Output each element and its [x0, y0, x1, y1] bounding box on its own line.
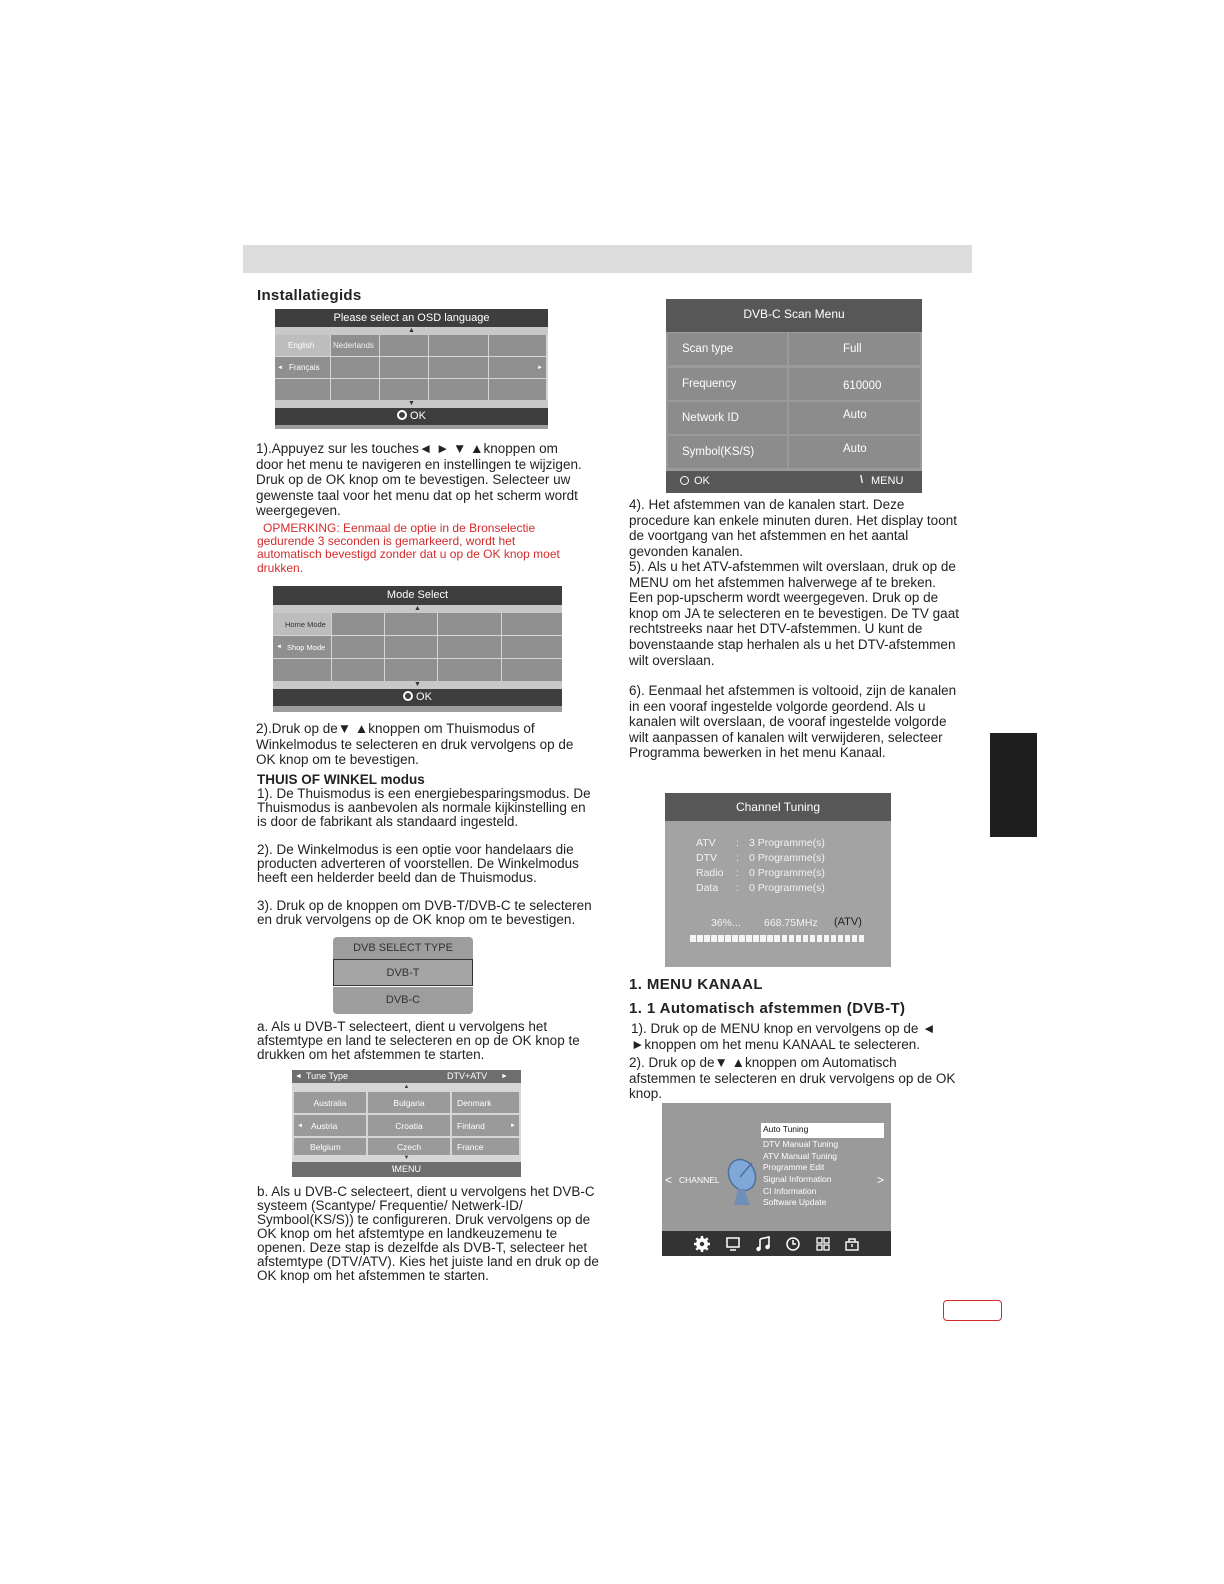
osd-language-panel	[275, 309, 548, 429]
mode-select-panel	[273, 586, 562, 712]
menu-label: MENU	[394, 1164, 421, 1174]
frequency-value: 610000	[789, 368, 920, 400]
network-id-value: Auto	[789, 402, 920, 434]
progress-segment	[739, 935, 745, 942]
tuning-percent: 36%...	[711, 917, 741, 929]
symbol-label: Symbol(KS/S)	[668, 436, 787, 468]
frequency-label: Frequency	[668, 368, 787, 400]
channel-menu-panel	[662, 1103, 891, 1256]
grid-cell	[502, 636, 562, 658]
tuning-row-name: Radio	[696, 867, 724, 879]
osd-language-title: Please select an OSD language	[275, 309, 548, 327]
progress-segment	[845, 935, 851, 942]
tuning-progress-bar	[690, 935, 866, 942]
grid-cell	[380, 379, 428, 400]
language-option-nederlands[interactable]: Nederlands	[331, 335, 379, 356]
menu-left-arrow-icon[interactable]: <	[665, 1173, 673, 1187]
symbol-value: Auto	[789, 436, 920, 468]
step5-text: 5). Als u het ATV-afstemmen wilt overslaan, druk op de MENU om het afstemmen halverwege af te breken. Een pop-upscherm wordt weergegeven. Druk op de knop om JA te selecteren en te bevestigen. De TV gaat rechtstreeks naar het DTV-afstemmen. U kunt de bovenstaande stap herhalen als u het DTV-afstemmen wilt overslaan.	[629, 559, 959, 668]
tune-type-value: DTV+ATV	[447, 1071, 488, 1081]
right-arrow-icon: ►	[510, 1122, 516, 1129]
left-arrow-icon: ◄	[297, 1122, 303, 1129]
scan-row-symbol[interactable]	[668, 436, 920, 468]
mode-option-shop[interactable]: Shop Mode	[286, 642, 326, 652]
tuning-row-name: Data	[696, 882, 719, 894]
left-arrow-icon: ◄	[276, 644, 282, 650]
progress-segment	[725, 935, 731, 942]
progress-segment	[859, 935, 865, 942]
mode-text-1: 1). De Thuismodus is een energiebesparingsmodus. De Thuismodus is aanbevolen als normale kijkinstelling en is door de fabrikant als standaard ingesteld.	[257, 786, 591, 829]
grid-cell	[438, 636, 501, 658]
mode-text-2: 2). De Winkelmodus is een optie voor handelaars die producten adverteren of voorstellen. De Winkelmodus heeft een helderder beeld dan de Thuismodus.	[257, 842, 579, 885]
language-option-english[interactable]: English	[275, 335, 330, 356]
scan-footer	[666, 471, 922, 493]
grid-cell	[489, 335, 546, 356]
progress-segment	[767, 935, 773, 942]
tuning-row-sep: :	[736, 867, 739, 879]
mode-option-home[interactable]: Home Mode	[273, 613, 331, 635]
right-arrow-icon: ►	[537, 364, 543, 371]
scan-row-frequency[interactable]	[668, 368, 920, 400]
progress-segment	[711, 935, 717, 942]
tuning-row-value: 3 Programme(s)	[749, 837, 825, 849]
down-arrow-icon: ▼	[273, 681, 562, 689]
satellite-dish-icon	[724, 1155, 760, 1207]
tuning-row-value: 0 Programme(s)	[749, 852, 825, 864]
dvb-select-panel	[333, 937, 473, 1014]
chapter-tab	[990, 733, 1037, 837]
ok-circle-icon	[397, 410, 407, 420]
mode-text-3: 3). Druk op de knoppen om DVB-T/DVB-C te selecteren en druk vervolgens op de OK knop om te bevestigen.	[257, 898, 592, 927]
tune-type-header[interactable]	[292, 1070, 521, 1083]
grid-cell	[331, 379, 379, 400]
subsection-title: 1. 1 Automatisch afstemmen (DVB-T)	[629, 1000, 906, 1017]
dvb-t-option[interactable]: DVB-T	[333, 959, 473, 986]
menu-item-auto-tuning[interactable]: Auto Tuning	[763, 1124, 809, 1134]
progress-segment	[817, 935, 823, 942]
menu-item-signal-information[interactable]: Signal Information	[763, 1174, 832, 1184]
grid-icon[interactable]	[815, 1236, 831, 1252]
tuning-row-name: DTV	[696, 852, 717, 864]
right-arrow-icon: ►	[501, 1073, 508, 1080]
country-belgium[interactable]: Belgium	[294, 1138, 366, 1155]
lock-icon[interactable]	[844, 1236, 860, 1252]
left-arrow-icon: ◄	[277, 364, 283, 371]
tune-menu-footer	[292, 1162, 521, 1177]
up-arrow-icon: ▲	[273, 605, 562, 613]
left-arrow-icon: ◄	[295, 1073, 302, 1080]
country-denmark[interactable]: Denmark	[452, 1092, 519, 1113]
menu-right-arrow-icon[interactable]: >	[877, 1173, 885, 1187]
grid-cell	[429, 379, 488, 400]
country-france[interactable]: France	[452, 1138, 519, 1155]
country-czech[interactable]: Czech	[368, 1138, 450, 1155]
dvbc-text: b. Als u DVB-C selecteert, dient u vervolgens het DVB-C systeem (Scantype/ Frequentie/ Netwerk-ID/ Symbool(KS/S)) te configureren. Druk vervolgens op de OK knop om het afstemtype en landkeuzemenu te openen. Deze stap is dezelfde als DVB-T, selecteer het afstemtype (DTV/ATV). Kies het juiste land en druk op de OK knop om het afstemmen te starten.	[257, 1184, 599, 1283]
grid-cell	[429, 335, 488, 356]
grid-cell	[429, 357, 488, 378]
mode-select-title: Mode Select	[273, 586, 562, 605]
menu-item-ci-information[interactable]: CI Information	[763, 1186, 817, 1196]
progress-segment	[803, 935, 809, 942]
dvb-select-title: DVB SELECT TYPE	[333, 937, 473, 959]
progress-segment	[704, 935, 710, 942]
header-band	[243, 245, 972, 273]
step2-text: 2).Druk op de▼ ▲knoppen om Thuismodus of Winkelmodus te selecteren en druk vervolgens op de OK knop om te bevestigen.	[256, 721, 574, 768]
sub1-text: 1). Druk op de MENU knop en vervolgens op de ◄ ►knoppen om het menu KANAAL te selecteren.	[631, 1021, 936, 1052]
menu-icon: \	[391, 1164, 395, 1174]
country-croatia[interactable]: Croatia	[368, 1115, 450, 1136]
tuning-row-sep: :	[736, 882, 739, 894]
progress-segment	[732, 935, 738, 942]
mode-heading: THUIS OF WINKEL modus	[257, 772, 425, 787]
channel-tuning-panel	[665, 793, 891, 967]
sub2-text: 2). Druk op de▼ ▲knoppen om Automatisch afstemmen te selecteren en druk vervolgens op de OK knop.	[629, 1055, 956, 1102]
grid-cell	[380, 335, 428, 356]
grid-cell	[489, 379, 546, 400]
dvb-c-option[interactable]: DVB-C	[333, 987, 473, 1014]
country-bulgaria[interactable]: Bulgaria	[368, 1092, 450, 1113]
progress-segment	[852, 935, 858, 942]
music-note-icon[interactable]	[755, 1236, 771, 1252]
progress-segment	[690, 935, 696, 942]
grid-cell	[385, 659, 437, 681]
grid-cell	[438, 659, 501, 681]
settings-gear-icon[interactable]	[694, 1236, 710, 1252]
channel-label: CHANNEL	[679, 1175, 720, 1185]
menu-item-atv-manual[interactable]: ATV Manual Tuning	[763, 1151, 838, 1161]
grid-cell	[332, 636, 384, 658]
country-finland[interactable]: Finland	[457, 1120, 485, 1131]
down-arrow-icon: ▼	[275, 400, 548, 408]
down-arrow-icon: ▼	[403, 1155, 410, 1161]
up-arrow-icon: ▲	[403, 1084, 410, 1090]
grid-cell	[331, 357, 379, 378]
section-title: 1. MENU KANAAL	[629, 976, 763, 993]
dvbc-scan-panel	[666, 299, 922, 493]
up-arrow-icon: ▲	[275, 327, 548, 335]
country-australia[interactable]: Australia	[294, 1092, 366, 1113]
scan-type-label: Scan type	[668, 333, 787, 365]
menu-label: MENU	[871, 475, 904, 487]
grid-cell	[275, 379, 330, 400]
menu-item-dtv-manual[interactable]: DTV Manual Tuning	[763, 1139, 839, 1149]
scan-type-value: Full	[789, 333, 920, 365]
tuning-row-value: 0 Programme(s)	[749, 882, 825, 894]
menu-item-programme-edit[interactable]: Programme Edit	[763, 1162, 825, 1172]
language-option-francais[interactable]: Français	[288, 363, 320, 372]
grid-cell	[380, 357, 428, 378]
progress-segment	[824, 935, 830, 942]
ok-label: OK	[416, 691, 432, 703]
tuning-row-name: ATV	[696, 837, 716, 849]
tuning-row-sep: :	[736, 837, 739, 849]
menu-icon-bar	[662, 1231, 891, 1256]
osd-ok-footer	[275, 408, 548, 425]
progress-segment	[746, 935, 752, 942]
step6-text: 6). Eenmaal het afstemmen is voltooid, zijn de kanalen in een vooraf ingestelde volgorde geordend. Als u kanalen wilt overslaan, de vooraf ingestelde volgorde wilt aanpassen of kanalen wilt verwijderen, selecteer Programma bewerken in het menu Kanaal.	[629, 683, 957, 761]
progress-segment	[774, 935, 780, 942]
progress-segment	[789, 935, 795, 942]
country-austria[interactable]: Austria	[310, 1120, 338, 1131]
scan-row-scan-type[interactable]	[668, 333, 920, 365]
mode-ok-footer	[273, 689, 562, 706]
grid-cell	[332, 613, 384, 635]
grid-cell	[273, 659, 331, 681]
progress-segment	[760, 935, 766, 942]
progress-segment	[838, 935, 844, 942]
step1-text: 1).Appuyez sur les touches◄ ► ▼ ▲knoppen om door het menu te navigeren en instellingen te wijzigen. Druk op de OK knop om te bevestigen. Selecteer uw gewenste taal voor het menu dat op het scherm wordt weergegeven.	[256, 441, 582, 519]
progress-segment	[796, 935, 802, 942]
grid-cell	[502, 659, 562, 681]
dvbc-scan-title: DVB-C Scan Menu	[666, 299, 922, 332]
ok-circle-icon	[680, 476, 689, 485]
progress-segment	[782, 935, 788, 942]
grid-cell	[502, 613, 562, 635]
network-id-label: Network ID	[668, 402, 787, 434]
tuning-row-sep: :	[736, 852, 739, 864]
tuning-frequency: 668.75MHz	[764, 917, 818, 929]
ok-label: OK	[694, 475, 710, 487]
scan-row-network-id[interactable]	[668, 402, 920, 434]
ok-circle-icon	[403, 691, 413, 701]
dvbt-text: a. Als u DVB-T selecteert, dient u vervolgens het afstemtype en land te selecteren en op de OK knop te drukken om het afstemmen te starten.	[257, 1019, 580, 1062]
progress-segment	[718, 935, 724, 942]
note-text: OPMERKING: Eenmaal de optie in de Bronselectie gedurende 3 seconden is gemarkeerd, wordt het automatisch bevestigd zonder dat u op de OK knop moet drukken.	[257, 521, 560, 575]
page-title: Installatiegids	[257, 287, 362, 304]
channel-tuning-title: Channel Tuning	[665, 793, 891, 821]
page-number-box	[943, 1300, 1002, 1321]
progress-segment	[831, 935, 837, 942]
progress-segment	[810, 935, 816, 942]
ok-label: OK	[410, 410, 426, 422]
menu-item-software-update[interactable]: Software Update	[763, 1197, 827, 1207]
tuning-row-value: 0 Programme(s)	[749, 867, 825, 879]
grid-cell	[385, 636, 437, 658]
grid-cell	[332, 659, 384, 681]
tune-type-panel	[292, 1070, 521, 1177]
step4-text: 4). Het afstemmen van de kanalen start. Deze procedure kan enkele minuten duren. Het display toont de voortgang van het afstemmen en het aantal gevonden kanalen.	[629, 497, 957, 559]
clock-icon[interactable]	[785, 1236, 801, 1252]
grid-cell	[438, 613, 501, 635]
tune-type-label: Tune Type	[306, 1071, 349, 1081]
menu-icon: \	[860, 474, 864, 486]
grid-cell	[385, 613, 437, 635]
tuning-mode: (ATV)	[834, 916, 862, 928]
monitor-icon[interactable]	[725, 1236, 741, 1252]
progress-segment	[697, 935, 703, 942]
progress-segment	[753, 935, 759, 942]
